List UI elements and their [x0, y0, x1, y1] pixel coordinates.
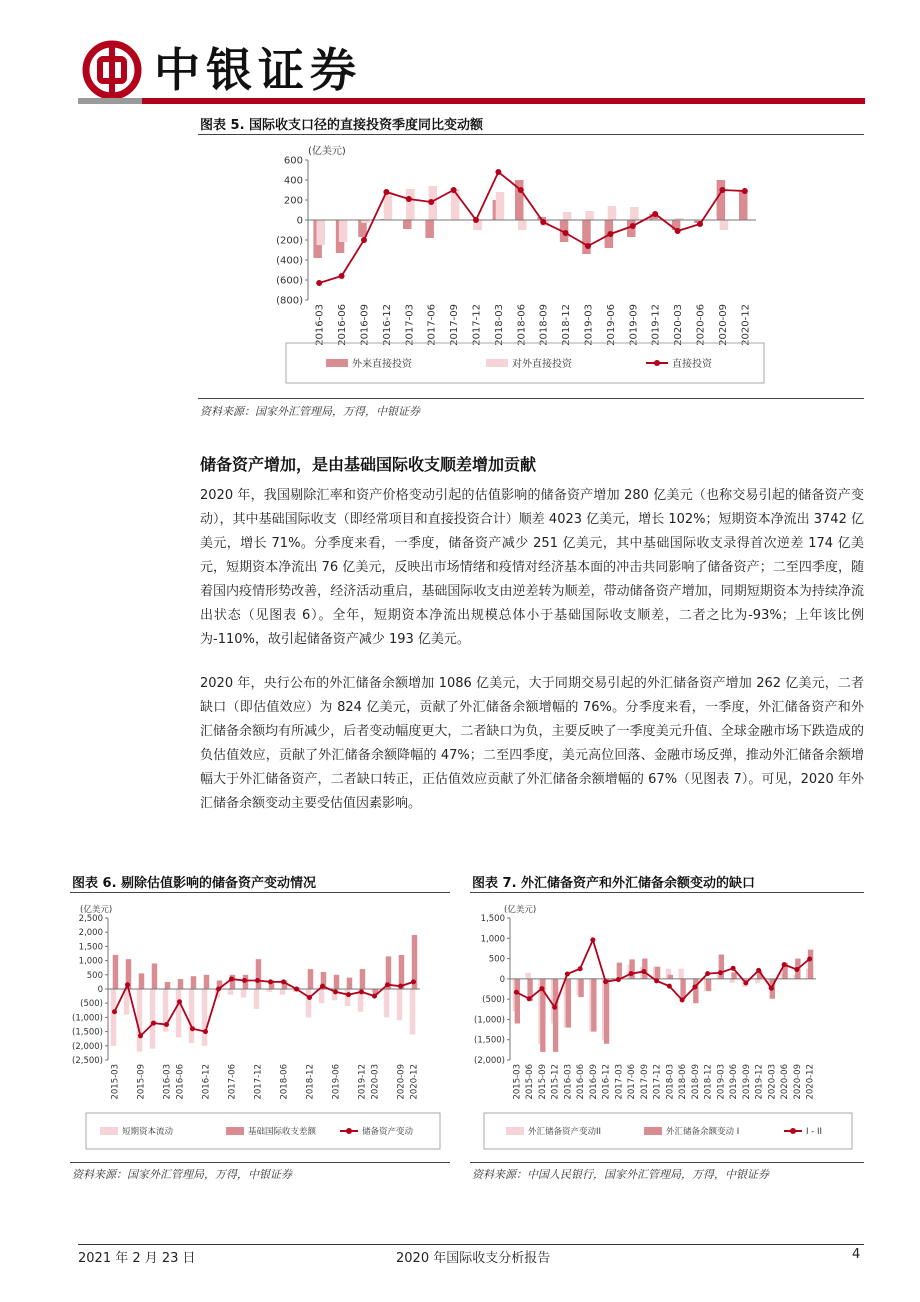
fig6-legend-swatch — [226, 1127, 244, 1135]
fig5-x-tick-label: 2019-06 — [605, 304, 617, 346]
fig7-bar-2 — [578, 979, 583, 997]
fig7-y-tick-label: (2,000) — [474, 1055, 505, 1066]
fig6-bar-1 — [306, 989, 311, 1017]
fig5-bar-2 — [496, 192, 505, 220]
fig6-x-tick-label: 2018-12 — [305, 1064, 316, 1100]
fig6-bar-1 — [345, 989, 350, 1006]
fig7-line-point — [718, 970, 723, 975]
fig6-x-tick-label: 2017-06 — [227, 1064, 238, 1100]
fig6-y-tick-label: (2,500) — [72, 1055, 103, 1066]
figure6-chart — [70, 894, 450, 1162]
fig7-line-point — [539, 986, 544, 991]
header-rule-red — [142, 98, 865, 104]
figure7-top-rule — [470, 892, 864, 893]
figure5-bottom-rule — [198, 398, 864, 399]
fig5-x-tick-label: 2020-09 — [717, 304, 729, 346]
fig5-bar-2 — [563, 212, 572, 220]
fig7-y-tick-label: (1,500) — [474, 1035, 505, 1046]
fig7-line-point — [552, 1005, 557, 1010]
fig6-line-point — [333, 989, 338, 994]
fig7-bar-2 — [693, 979, 698, 1003]
fig7-bar-2 — [553, 979, 558, 1052]
fig5-bar-1 — [403, 220, 412, 229]
fig7-line-point — [705, 971, 710, 976]
fig6-bar-1 — [410, 989, 415, 1034]
fig6-legend-label: 短期资本流动 — [122, 1127, 174, 1138]
fig5-legend-swatch — [326, 359, 348, 367]
fig5-legend-marker — [654, 360, 660, 366]
fig6-line-point — [359, 989, 364, 994]
fig6-bar-1 — [111, 989, 116, 1046]
fig5-line-point — [563, 230, 569, 236]
fig6-bar-1 — [228, 989, 233, 995]
fig6-line-point — [242, 978, 247, 983]
fig5-bar-2 — [451, 189, 460, 220]
fig6-bar-1 — [150, 989, 155, 1049]
fig5-bar-2 — [720, 220, 729, 230]
fig5-bar-2 — [339, 220, 348, 242]
fig7-x-tick-label: 2019-12 — [754, 1064, 765, 1100]
fig6-x-tick-label: 2015-09 — [136, 1064, 147, 1100]
fig6-y-tick-label: 1,500 — [78, 942, 103, 953]
fig5-line-point — [518, 187, 524, 193]
fig6-y-tick-label: (2,000) — [72, 1041, 103, 1052]
fig5-bar-2 — [585, 211, 594, 220]
fig6-line-point — [307, 995, 312, 1000]
fig7-x-tick-label: 2020-09 — [792, 1064, 803, 1100]
fig5-line-point — [742, 188, 748, 194]
fig5-bar-2 — [406, 189, 415, 220]
fig7-bar-2 — [515, 979, 520, 1024]
fig6-bar-1 — [397, 989, 402, 1020]
fig6-y-tick-label: 1,000 — [78, 956, 103, 967]
fig5-bar-2 — [608, 206, 617, 220]
figure5-source: 资料来源：国家外汇管理局，万得，中银证券 — [200, 405, 420, 418]
fig7-line-point — [743, 980, 748, 985]
fig7-x-tick-label: 2017-12 — [652, 1064, 663, 1100]
fig7-legend-label: I - II — [806, 1127, 822, 1138]
fig7-x-tick-label: 2018-12 — [703, 1064, 714, 1100]
figure5-top-rule — [198, 134, 864, 135]
fig5-line-point — [495, 169, 501, 175]
fig5-x-tick-label: 2017-06 — [426, 304, 438, 346]
fig7-x-tick-label: 2017-03 — [614, 1064, 625, 1100]
fig6-line-point — [255, 978, 260, 983]
fig6-y-tick-label: 500 — [86, 970, 103, 981]
fig6-line-point — [190, 1026, 195, 1031]
fig6-line-point — [294, 987, 299, 992]
figure7-title: 图表 7. 外汇储备资产和外汇储备余额变动的缺口 — [472, 876, 756, 891]
fig7-bar-2 — [566, 979, 571, 1028]
fig7-legend-swatch — [506, 1127, 524, 1135]
fig5-x-tick-label: 2018-03 — [493, 304, 505, 346]
fig6-line-point — [372, 994, 377, 999]
fig7-x-tick-label: 2018-09 — [690, 1064, 701, 1100]
fig7-bar-1 — [525, 973, 530, 979]
fig5-unit-label: (亿美元) — [308, 146, 346, 157]
fig5-line-point — [473, 217, 479, 223]
fig6-x-tick-label: 2020-03 — [370, 1064, 381, 1100]
fig5-x-tick-label: 2019-09 — [628, 304, 640, 346]
fig5-line-point — [630, 223, 636, 229]
fig5-x-tick-label: 2016-09 — [359, 304, 371, 346]
fig5-x-tick-label: 2016-03 — [314, 304, 326, 346]
fig7-unit-label: (亿美元) — [504, 905, 537, 915]
fig6-bar-1 — [137, 989, 142, 1051]
figure5-title: 图表 5. 国际收支口径的直接投资季度同比变动额 — [200, 118, 484, 133]
fig5-line-point — [383, 189, 389, 195]
fig6-bar-1 — [241, 989, 246, 998]
fig5-y-tick-label: 400 — [283, 175, 303, 187]
fig6-y-tick-label: (500) — [80, 999, 103, 1010]
fig6-bar-1 — [319, 989, 324, 1003]
fig7-line-point — [731, 966, 736, 971]
fig6-y-tick-label: 2,000 — [78, 928, 103, 939]
fig6-y-tick-label: (1,500) — [72, 1027, 103, 1038]
fig5-legend-label: 外来直接投资 — [352, 358, 412, 370]
fig5-x-tick-label: 2020-03 — [673, 303, 685, 346]
figure7-chart — [470, 894, 864, 1162]
fig6-line-point — [268, 979, 273, 984]
figure6-bottom-rule — [70, 1162, 450, 1163]
fig5-y-tick-label: (600) — [276, 275, 303, 287]
fig5-line-point — [339, 273, 345, 279]
fig6-line-series — [115, 979, 414, 1036]
figure6-source: 资料来源：国家外汇管理局，万得，中银证券 — [72, 1168, 292, 1181]
fig7-y-tick-label: 1,000 — [480, 934, 505, 945]
fig7-line-point — [616, 977, 621, 982]
fig6-x-tick-label: 2016-12 — [201, 1064, 212, 1100]
figure5-chart — [198, 136, 864, 398]
fig7-line-point — [782, 962, 787, 967]
fig5-x-tick-label: 2019-12 — [650, 304, 662, 346]
fig6-legend-label: 储备资产变动 — [362, 1127, 414, 1138]
fig5-x-tick-label: 2019-03 — [583, 304, 595, 346]
fig5-line-point — [652, 211, 658, 217]
fig5-line-point — [316, 280, 322, 286]
fig6-bar-2 — [256, 959, 261, 989]
fig6-bar-2 — [347, 978, 352, 989]
fig6-bar-2 — [139, 973, 144, 989]
fig5-bar-2 — [316, 220, 325, 245]
fig5-x-tick-label: 2016-06 — [337, 304, 349, 346]
brand-name: 中银证券 — [154, 43, 362, 97]
fig6-bar-2 — [308, 969, 313, 989]
fig7-x-tick-label: 2020-06 — [780, 1064, 791, 1100]
fig5-line-point — [451, 187, 457, 193]
fig6-bar-2 — [113, 955, 118, 989]
fig6-line-point — [151, 1021, 156, 1026]
fig6-y-tick-label: 0 — [97, 984, 103, 995]
paragraph-1: 2020 年，我国剔除汇率和资产价格变动引起的估值影响的储备资产增加 280 亿美元（也称交易引起的储备资产变动），其中基础国际收支（即经常项目和直接投资合计）顺差 4023 亿美元，增长 102%；短期资本净流出 3742 亿美元，增长 71%。分季度来看，一季度，储备资产减少 251 亿美元，其中基础国际收支录得首次逆差 174 亿美元，短期资本净流出 76 亿美元，反映出市场情绪和疫情对经济基本面的冲击共同影响了储备资产；二至四季度，随着国内疫情形势改善，经济活动重启，基础国际收支由逆差转为顺差，带动储备资产增加，同期短期资本为持续净流出状态（见图表 6）。全年，短期资本净流出规模总体小于基础国际收支顺差，二者之比为-93%；上年该比例为-110%，故引起储备资产减少 193 亿美元。 — [200, 488, 864, 647]
fig7-y-tick-label: 0 — [499, 974, 505, 985]
fig6-x-tick-label: 2020-09 — [396, 1064, 407, 1100]
fig7-bar-1 — [678, 969, 683, 979]
fig6-bar-2 — [178, 979, 183, 989]
figure6-title: 图表 6. 剔除估值影响的储备资产变动情况 — [72, 876, 317, 891]
fig6-line-point — [203, 1029, 208, 1034]
fig5-bar-1 — [582, 220, 591, 254]
fig7-x-tick-label: 2016-06 — [576, 1064, 587, 1100]
fig7-x-tick-label: 2015-12 — [550, 1064, 561, 1100]
fig5-bar-1 — [425, 220, 434, 238]
fig5-x-tick-label: 2017-09 — [449, 304, 461, 346]
fig5-line-point — [361, 237, 367, 243]
fig5-bar-1 — [739, 191, 748, 220]
fig6-legend-swatch — [100, 1127, 118, 1135]
fig6-bar-1 — [176, 989, 181, 1037]
fig5-x-tick-label: 2018-06 — [516, 304, 528, 346]
fig6-bar-2 — [152, 963, 157, 989]
fig7-x-tick-label: 2017-06 — [627, 1064, 638, 1100]
fig6-line-point — [177, 999, 182, 1004]
fig6-x-tick-label: 2019-06 — [331, 1064, 342, 1100]
fig5-y-tick-label: 200 — [283, 195, 303, 207]
fig6-line-point — [216, 987, 221, 992]
fig7-x-tick-label: 2016-12 — [601, 1064, 612, 1100]
fig5-y-tick-label: (400) — [276, 255, 303, 267]
fig6-bar-1 — [384, 989, 389, 1017]
fig7-bar-2 — [642, 959, 647, 979]
fig6-bar-1 — [124, 989, 129, 1015]
fig7-line-point — [692, 984, 697, 989]
fig7-x-tick-label: 2019-06 — [729, 1064, 740, 1100]
fig6-legend-label: 基础国际收支差额 — [248, 1127, 317, 1138]
fig7-y-tick-label: (500) — [482, 995, 505, 1006]
fig6-x-tick-label: 2019-12 — [357, 1064, 368, 1100]
fig6-bar-2 — [191, 976, 196, 989]
fig7-y-tick-label: 500 — [488, 954, 505, 965]
fig5-bar-2 — [630, 207, 639, 220]
fig7-line-point — [756, 968, 761, 973]
fig5-x-tick-label: 2018-12 — [561, 304, 573, 346]
fig6-x-tick-label: 2017-12 — [253, 1064, 264, 1100]
fig5-y-tick-label: (800) — [276, 295, 303, 307]
fig6-line-point — [229, 977, 234, 982]
fig6-y-tick-label: 2,500 — [78, 913, 103, 924]
fig7-y-tick-label: 1,500 — [480, 913, 505, 924]
fig5-y-tick-label: (200) — [276, 235, 303, 247]
fig6-unit-label: (亿美元) — [80, 905, 113, 915]
fig5-line-point — [406, 196, 412, 202]
fig7-x-tick-label: 2018-06 — [678, 1064, 689, 1100]
fig7-legend-label: 外汇储备余额变动 I — [666, 1127, 740, 1138]
fig7-x-tick-label: 2015-03 — [512, 1064, 523, 1100]
fig6-legend-marker — [346, 1128, 352, 1134]
fig7-x-tick-label: 2016-03 — [563, 1064, 574, 1100]
fig7-line-series — [516, 940, 809, 1007]
fig7-bar-2 — [719, 955, 724, 979]
fig5-y-tick-label: 0 — [296, 215, 303, 227]
fig6-bar-1 — [202, 989, 207, 1046]
fig6-line-point — [125, 982, 130, 987]
fig6-line-point — [138, 1033, 143, 1038]
footer-page-number: 4 — [852, 1247, 861, 1262]
fig7-bar-2 — [808, 950, 813, 979]
fig7-line-point — [654, 978, 659, 983]
bank-of-china-logo — [82, 40, 142, 100]
fig6-x-tick-label: 2020-12 — [409, 1064, 420, 1100]
fig7-line-point — [641, 969, 646, 974]
fig5-legend-label: 对外直接投资 — [512, 358, 572, 370]
header-rule-grey — [78, 98, 142, 104]
fig7-legend-swatch — [644, 1127, 662, 1135]
fig6-x-tick-label: 2016-03 — [162, 1064, 173, 1100]
fig6-x-tick-label: 2016-06 — [175, 1064, 186, 1100]
fig5-line-point — [675, 228, 681, 234]
fig5-line-point — [607, 231, 613, 237]
fig6-line-point — [320, 984, 325, 989]
fig7-bar-2 — [591, 979, 596, 1032]
fig5-line-series — [319, 172, 745, 283]
fig7-line-point — [590, 937, 595, 942]
figure7-source: 资料来源：中国人民银行，国家外汇管理局，万得，中银证券 — [472, 1168, 769, 1181]
fig6-bar-1 — [189, 989, 194, 1043]
fig7-bar-2 — [655, 967, 660, 979]
fig7-line-point — [794, 967, 799, 972]
fig7-x-tick-label: 2015-06 — [525, 1064, 536, 1100]
fig7-bar-2 — [668, 975, 673, 979]
section-heading: 储备资产增加，是由基础国际收支顺差增加贡献 — [200, 455, 537, 474]
fig5-x-tick-label: 2017-03 — [404, 304, 416, 346]
fig5-line-point — [540, 219, 546, 225]
fig5-x-tick-label: 2016-12 — [381, 304, 393, 346]
fig5-bar-1 — [717, 180, 726, 220]
fig7-bar-2 — [731, 972, 736, 978]
fig6-bar-2 — [204, 975, 209, 989]
fig7-legend-label: 外汇储备资产变动II — [528, 1127, 602, 1138]
fig7-x-tick-label: 2018-03 — [665, 1064, 676, 1100]
fig7-x-tick-label: 2019-09 — [741, 1064, 752, 1100]
fig7-y-tick-label: (1,000) — [474, 1015, 505, 1026]
fig5-legend-swatch — [486, 359, 508, 367]
footer-rule — [78, 1244, 864, 1245]
fig5-x-tick-label: 2020-06 — [695, 304, 707, 346]
fig6-line-point — [281, 979, 286, 984]
fig5-y-tick-label: 600 — [283, 155, 303, 167]
fig7-bar-1 — [755, 979, 760, 983]
fig6-line-point — [398, 984, 403, 989]
fig6-bar-2 — [334, 975, 339, 989]
fig7-bar-2 — [617, 963, 622, 979]
fig7-line-point — [578, 966, 583, 971]
fig7-x-tick-label: 2020-03 — [767, 1064, 778, 1100]
fig7-bar-1 — [729, 979, 734, 983]
fig5-line-point — [585, 243, 591, 249]
fig6-y-tick-label: (1,000) — [72, 1013, 103, 1024]
fig6-line-point — [112, 1009, 117, 1014]
fig7-x-tick-label: 2017-09 — [639, 1064, 650, 1100]
fig7-line-point — [807, 956, 812, 961]
fig5-line-point — [719, 187, 725, 193]
fig7-line-point — [514, 990, 519, 995]
fig7-line-point — [667, 984, 672, 989]
fig6-line-point — [164, 1022, 169, 1027]
fig7-x-tick-label: 2015-09 — [537, 1064, 548, 1100]
fig7-x-tick-label: 2020-12 — [805, 1064, 816, 1100]
fig6-bar-2 — [165, 982, 170, 989]
fig7-line-point — [629, 971, 634, 976]
fig6-bar-1 — [280, 989, 285, 995]
fig5-line-point — [697, 221, 703, 227]
fig7-line-point — [769, 986, 774, 991]
fig5-legend-label: 直接投资 — [672, 358, 712, 370]
fig6-x-tick-label: 2015-03 — [110, 1064, 121, 1100]
paragraph-2: 2020 年，央行公布的外汇储备余额增加 1086 亿美元，大于同期交易引起的外汇储备资产增加 262 亿美元，二者缺口（即估值效应）为 824 亿美元，贡献了外汇储备余额增幅的 76%。分季度来看，一季度，外汇储备资产和外汇储备余额均有所减少，后者变动幅度更大，二者缺口为负，主要反映了一季度美元升值、全球金融市场下跌造成的负估值效应，贡献了外汇储备余额降幅的 47%；二至四季度，美元高位回落、金融市场反弹，推动外汇储备余额增幅大于外汇储备资产，二者缺口转正，正估值效应贡献了外汇储备余额增幅的 67%（见图表 7）。可见，2020 年外汇储备余额变动主要受估值因素影响。 — [200, 676, 864, 811]
footer-report-title: 2020 年国际收支分析报告 — [396, 1251, 551, 1266]
figure7-bottom-rule — [470, 1162, 864, 1163]
fig7-bar-2 — [604, 979, 609, 1044]
fig7-bar-2 — [629, 959, 634, 978]
fig5-x-tick-label: 2017-12 — [471, 304, 483, 346]
fig6-x-tick-label: 2018-06 — [279, 1064, 290, 1100]
fig6-bar-2 — [360, 969, 365, 989]
fig6-line-point — [385, 982, 390, 987]
footer-date: 2021 年 2 月 23 日 — [78, 1251, 196, 1266]
fig5-line-point — [428, 199, 434, 205]
figure6-top-rule — [70, 892, 450, 893]
fig7-x-tick-label: 2019-03 — [716, 1064, 727, 1100]
fig7-x-tick-label: 2016-09 — [588, 1064, 599, 1100]
fig5-x-tick-label: 2018-09 — [538, 304, 550, 346]
fig5-bar-2 — [518, 220, 527, 230]
fig7-line-point — [565, 971, 570, 976]
fig6-line-point — [346, 992, 351, 997]
fig7-legend-marker — [790, 1128, 796, 1134]
fig7-line-point — [527, 996, 532, 1001]
fig6-line-point — [411, 979, 416, 984]
fig7-bar-2 — [706, 979, 711, 991]
fig6-bar-1 — [254, 989, 259, 1009]
fig5-x-tick-label: 2020-12 — [740, 304, 752, 346]
fig7-line-point — [603, 979, 608, 984]
fig7-line-point — [680, 997, 685, 1002]
